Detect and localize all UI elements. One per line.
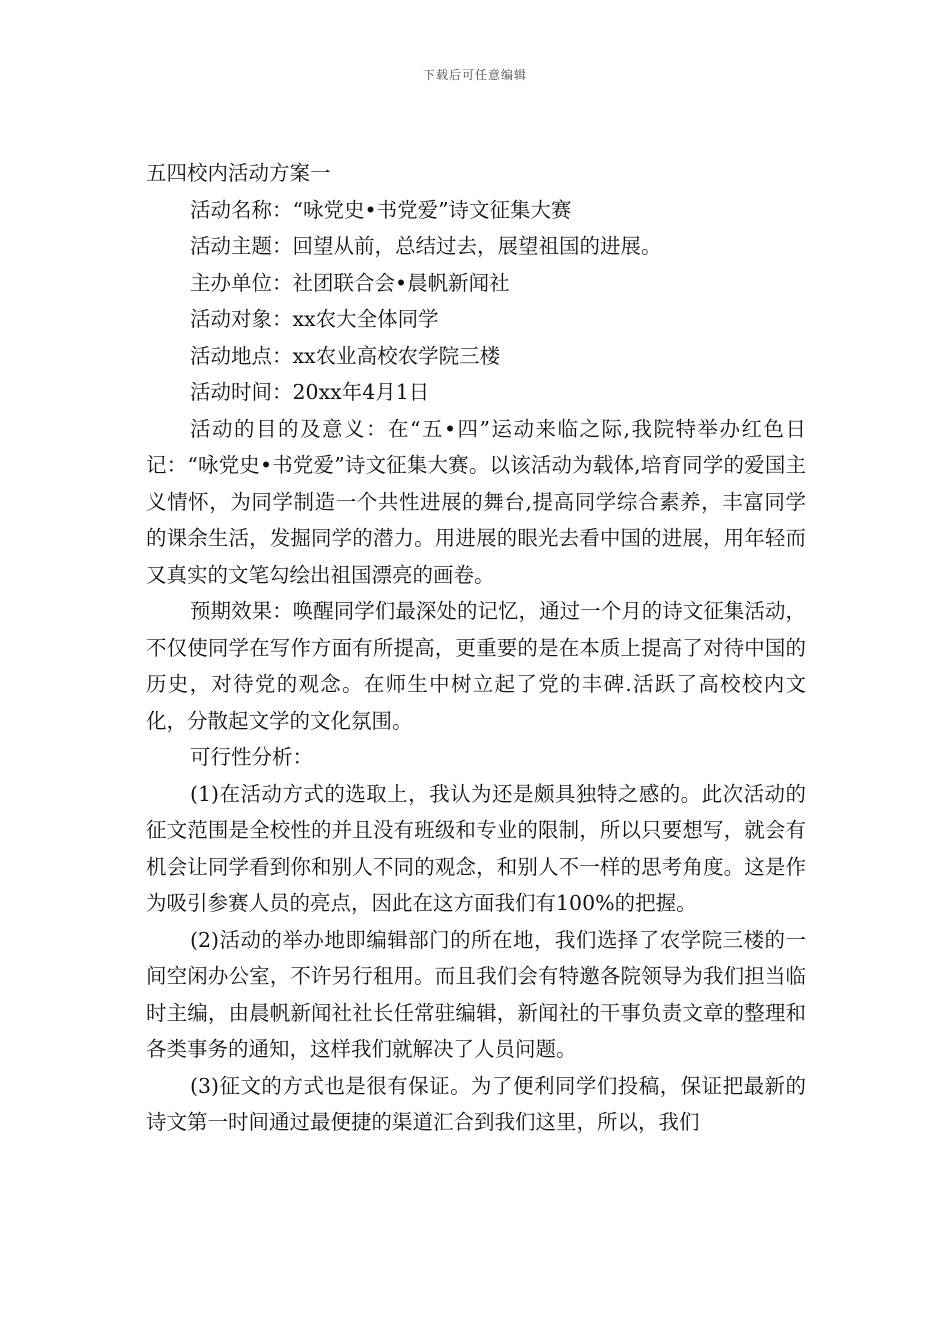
- purpose-paragraph: 活动的目的及意义：在“五•四”运动来临之际,我院特举办红色日记：“咏党史•书党爱”诗文征集大赛。以该活动为载体,培育同学的爱国主义情怀，为同学制造一个共性进展的舞台,提高同学综合素养，丰富同学的课余生活，发掘同学的潜力。用进展的眼光去看中国的进展，用年轻而又真实的文笔勾绘出祖国漂亮的画卷。: [146, 416, 806, 587]
- field-activity-name: 活动名称：“咏党史•书党爱”诗文征集大赛: [190, 197, 572, 222]
- field-organizer: 主办单位：社团联合会•晨帆新闻社: [190, 270, 510, 295]
- feasibility-heading: 可行性分析：: [190, 745, 313, 769]
- field-activity-theme: 活动主题：回望从前，总结过去，展望祖国的进展。: [190, 234, 662, 258]
- field-location: 活动地点：xx农业高校农学院三楼: [190, 343, 501, 368]
- feasibility-point-1: (1)在活动方式的选取上，我认为还是颇具独特之感的。此次活动的征文范围是全校性的并且没有班级和专业的限制，所以只要想写，就会有机会让同学看到你和别人不同的观念，和别人不一样的思考角度。这是作为吸引参赛人员的亮点，因此在这方面我们有100%的把握。: [146, 781, 806, 915]
- expected-effect-paragraph: 预期效果：唤醒同学们最深处的记忆，通过一个月的诗文征集活动，不仅使同学在写作方面有所提高，更重要的是在本质上提高了对待中国的历史，对待党的观念。在师生中树立起了党的丰碑.活跃了高校校内文化，分散起文学的文化氛围。: [146, 599, 806, 733]
- field-audience: 活动对象：xx农大全体同学: [190, 307, 439, 331]
- feasibility-point-2: (2)活动的举办地即编辑部门的所在地，我们选择了农学院三楼的一间空闲办公室，不许另行租用。而且我们会有特邀各院领导为我们担当临时主编，由晨帆新闻社社长任常驻编辑，新闻社的干事负责文章的整理和各类事务的通知，这样我们就解决了人员问题。: [146, 927, 806, 1061]
- field-time: 活动时间：20xx年4月1日: [190, 380, 430, 404]
- page-header-note: 下载后可任意编辑: [422, 68, 527, 82]
- document-body: [146, 155, 806, 1141]
- feasibility-point-3: (3)征文的方式也是很有保证。为了便利同学们投稿，保证把最新的诗文第一时间通过最便捷的渠道汇合到我们这里，所以，我们: [146, 1073, 806, 1134]
- document-title: 五四校内活动方案一: [146, 161, 331, 185]
